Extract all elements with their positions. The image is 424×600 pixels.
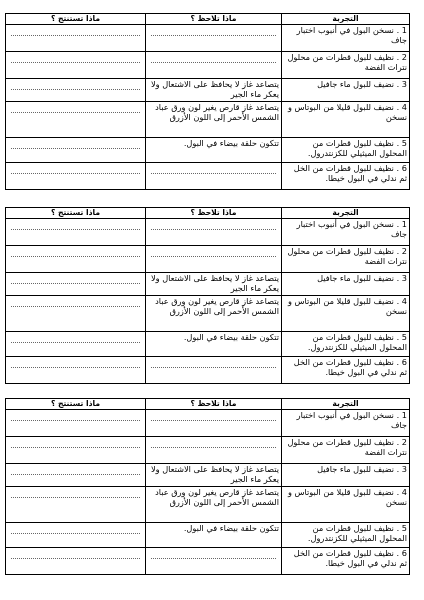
conclusion-blank [6, 246, 146, 273]
conclusion-blank [6, 487, 146, 523]
experiment-cell: 2 . نظيف للبول قطرات من محلول نترات الفضة [282, 437, 410, 464]
table-row [6, 548, 410, 575]
header-observation: ماذا تلاحظ ؟ [146, 14, 282, 25]
observation-cell: يتصاعد غاز لا يحافظ على الاشتعال ولا يعكر ماء الجير [146, 273, 282, 296]
table-row [6, 52, 410, 79]
experiment-table-3 [5, 398, 410, 575]
table-row [6, 219, 410, 246]
conclusion-blank [6, 357, 146, 384]
header-conclusion: ماذا تستنتج ؟ [6, 399, 146, 410]
conclusion-blank [6, 102, 146, 138]
table-row [6, 273, 410, 296]
experiment-cell: 6 . نظيف للبول قطرات من الخل ثم ندلي في البول خيطا. [282, 163, 410, 190]
conclusion-blank [6, 79, 146, 102]
table-row [6, 410, 410, 437]
conclusion-blank [6, 138, 146, 163]
table-row [6, 296, 410, 332]
observation-blank [146, 410, 282, 437]
observation-cell: تتكون حلقة بيضاء في البول. [146, 332, 282, 357]
observation-cell: يتصاعد غاز قارص يغير لون ورق عباد الشمس الأحمر إلى اللون الأزرق [146, 487, 282, 523]
conclusion-blank [6, 464, 146, 487]
experiment-table-2 [5, 207, 410, 384]
table-row [6, 332, 410, 357]
experiment-cell: 4 . نضيف للبول قليلا من البوتاس و نسخن [282, 296, 410, 332]
observation-blank [146, 25, 282, 52]
observation-blank [146, 219, 282, 246]
observation-cell: تتكون حلقة بيضاء في البول. [146, 523, 282, 548]
header-experiment: التجربة [282, 208, 410, 219]
header-conclusion: ماذا تستنتج ؟ [6, 14, 146, 25]
table-row [6, 464, 410, 487]
observation-cell: يتصاعد غاز قارص يغير لون ورق عباد الشمس الأحمر إلى اللون الأزرق [146, 296, 282, 332]
experiment-cell: 1 . نسخن البول في أنبوب اختبار جاف [282, 25, 410, 52]
experiment-cell: 5 . نظيف للبول قطرات من المحلول الميثيلي للكزنتدرول. [282, 523, 410, 548]
observation-blank [146, 437, 282, 464]
header-conclusion: ماذا تستنتج ؟ [6, 208, 146, 219]
conclusion-blank [6, 523, 146, 548]
table-header-row [6, 14, 410, 25]
conclusion-blank [6, 163, 146, 190]
conclusion-blank [6, 332, 146, 357]
conclusion-blank [6, 548, 146, 575]
table-row [6, 523, 410, 548]
observation-blank [146, 548, 282, 575]
experiment-cell: 3 . نضيف للبول ماء جافيل [282, 464, 410, 487]
experiment-cell: 3 . نضيف للبول ماء جافيل [282, 273, 410, 296]
table-row [6, 487, 410, 523]
table-row [6, 25, 410, 52]
table-header-row [6, 208, 410, 219]
experiment-cell: 4 . نضيف للبول قليلا من البوتاس و نسخن [282, 487, 410, 523]
table-row [6, 437, 410, 464]
conclusion-blank [6, 25, 146, 52]
conclusion-blank [6, 296, 146, 332]
experiment-cell: 2 . نظيف للبول قطرات من محلول نترات الفضة [282, 246, 410, 273]
experiment-cell: 3 . نضيف للبول ماء جافيل [282, 79, 410, 102]
table-row [6, 79, 410, 102]
observation-cell: تتكون حلقة بيضاء في البول. [146, 138, 282, 163]
conclusion-blank [6, 219, 146, 246]
observation-cell: يتصاعد غاز لا يحافظ على الاشتعال ولا يعكر ماء الجير [146, 464, 282, 487]
table-row [6, 102, 410, 138]
header-experiment: التجربة [282, 399, 410, 410]
table-row [6, 357, 410, 384]
conclusion-blank [6, 410, 146, 437]
header-experiment: التجربة [282, 14, 410, 25]
observation-cell: يتصاعد غاز قارص يغير لون ورق عباد الشمس الأحمر إلى اللون الأزرق [146, 102, 282, 138]
observation-cell: يتصاعد غاز لا يحافظ على الاشتعال ولا يعكر ماء الجير [146, 79, 282, 102]
observation-blank [146, 52, 282, 79]
experiment-cell: 1 . نسخن البول في أنبوب اختبار جاف [282, 410, 410, 437]
observation-blank [146, 246, 282, 273]
experiment-cell: 1 . نسخن البول في أنبوب اختبار جاف [282, 219, 410, 246]
header-observation: ماذا تلاحظ ؟ [146, 208, 282, 219]
experiment-cell: 5 . نظيف للبول قطرات من المحلول الميثيلي للكزنتدرول. [282, 138, 410, 163]
experiment-cell: 6 . نظيف للبول قطرات من الخل ثم ندلي في البول خيطا. [282, 357, 410, 384]
observation-blank [146, 163, 282, 190]
experiment-cell: 5 . نظيف للبول قطرات من المحلول الميثيلي للكزنتدرول. [282, 332, 410, 357]
observation-blank [146, 357, 282, 384]
conclusion-blank [6, 437, 146, 464]
conclusion-blank [6, 273, 146, 296]
table-row [6, 246, 410, 273]
header-observation: ماذا تلاحظ ؟ [146, 399, 282, 410]
table-row [6, 163, 410, 190]
table-header-row [6, 399, 410, 410]
table-row [6, 138, 410, 163]
experiment-cell: 4 . نضيف للبول قليلا من البوتاس و نسخن [282, 102, 410, 138]
conclusion-blank [6, 52, 146, 79]
experiment-cell: 2 . نظيف للبول قطرات من محلول نترات الفضة [282, 52, 410, 79]
experiment-table-1 [5, 13, 410, 190]
experiment-cell: 6 . نظيف للبول قطرات من الخل ثم ندلي في البول خيطا. [282, 548, 410, 575]
